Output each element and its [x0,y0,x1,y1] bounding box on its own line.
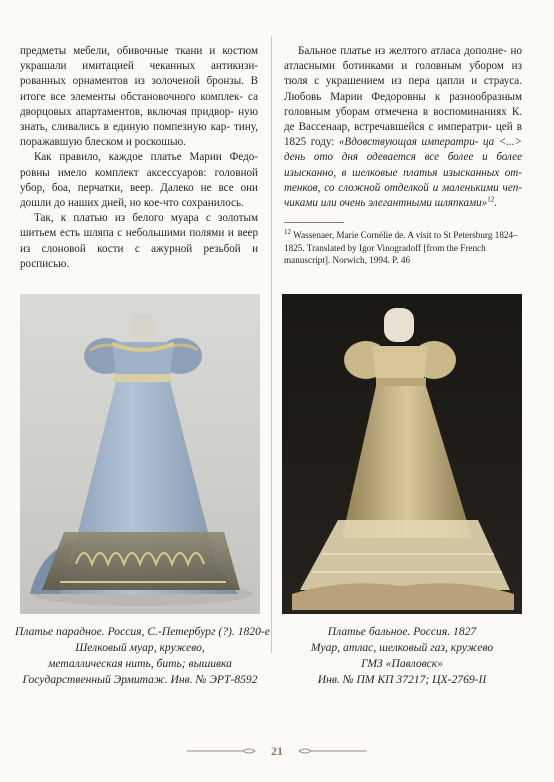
quote-line: «Вдовствующая императри- [338,136,479,149]
text-line: Как правило, каждое платье Марии Федо- [34,151,258,164]
left-photo-caption [15,624,270,688]
text-line: са дворцовых апартаментов, включая придвор- [20,90,258,118]
footnote [284,229,522,266]
footnote-rule [284,222,344,223]
text-line: убор, боа, перчатки, веер. Далеко не все они [20,181,258,194]
text-line: из тюля с украшением из пера цапли и страуса. [284,60,522,88]
text-line: и веер из слоновой кости с ажурной резьбой [20,227,259,255]
quote-line: изысканно, в шелковые платья изысканных от- [284,166,522,179]
text-line: ровны имело комплект аксессуаров: головной [20,166,258,179]
text-line: и росписью. [20,242,258,270]
footnote-line: Wassenaer, Marie Cornélie de. A visit to St Petersburg [293,230,493,241]
left-paragraph-3 [20,211,258,272]
text-line: К. де Вассенаар, встречавшейся с императри- [284,105,522,134]
text-line: рованных орнаментов из золоченой бронзы. [20,75,244,88]
text-line: дошли до наших дней, но кое-что сохранилось. [20,197,244,210]
caption-line: Платье бальное. Россия. 1827 [327,625,477,638]
left-text-column [20,44,258,272]
footnote-number: 12 [284,228,291,237]
caption-line: Муар, атлас, шелковый газ, кружево [310,641,494,654]
right-ornament-icon [297,747,367,755]
caption-line: металлическая нить, бить; вышивка [48,657,232,670]
text-line: но атласными ботинками и головным убором [284,45,522,73]
quote-line: чиками или очень элегантными шляпками» [284,197,488,210]
footnote-line: 1824–1825. Translated by Igor Vinogradoff [from the [284,230,518,253]
yellow-dress-illustration [282,294,522,614]
left-ornament-icon [187,747,257,755]
page-footer [0,742,554,760]
quote-line: ца <...> день ото дня одевается все более и более [284,136,523,164]
right-photo-caption [277,624,527,688]
caption-line: Платье парадное. Россия, С.-Петербург (?). 1820-е [15,625,270,638]
blue-dress-illustration [20,294,260,614]
right-text-column [284,44,522,266]
yellow-dress-photo [282,294,522,614]
caption-line: ГМЗ «Павловск» [361,657,443,670]
text-line: Любовь Марии Федоровны к разнообразным [284,90,522,103]
column-divider [271,36,272,653]
page-number: 21 [271,743,283,758]
text-line: В итоге все элементы обстановочного комплек- [20,75,258,103]
text-line: тину, поражавшую блеском и роскошью. [20,121,258,149]
footnote-ref[interactable]: 12 [487,195,495,204]
quote-line: тенков, со сложной отделкой и маленькими чеп- [284,181,522,194]
left-paragraph-1 [20,44,258,150]
text-line: головным уборам отмечена в воспоминаниях [284,105,507,118]
text-line: . [494,197,497,210]
text-line: украшали имитацией чеканных антикизи- [20,60,258,73]
caption-line: Шелковый муар, кружево, [75,641,205,654]
left-paragraph-2 [20,150,258,211]
text-line: шитьем есть шляпа с небольшими полями [20,227,225,240]
text-line: Бальное платье из желтого атласа дополне- [298,45,507,57]
right-paragraph-1 [284,44,522,211]
text-line: предметы мебели, обивочные ткани и костюм [20,45,258,57]
caption-line: Инв. № ПМ КП 37217; ЦХ-2769-II [317,673,487,686]
text-line: цей в 1825 году: [284,121,522,149]
footnote-line: French manuscript]. Norwich, 1994. P. 46 [284,242,486,266]
text-line: ную знать, сливались в единую помпезную кар- [20,105,258,134]
text-line: Так, к платью из белого муара с золотым [34,212,258,225]
blue-dress-photo [20,294,260,614]
caption-line: Государственный Эрмитаж. Инв. № ЭРТ-8592 [22,673,258,686]
